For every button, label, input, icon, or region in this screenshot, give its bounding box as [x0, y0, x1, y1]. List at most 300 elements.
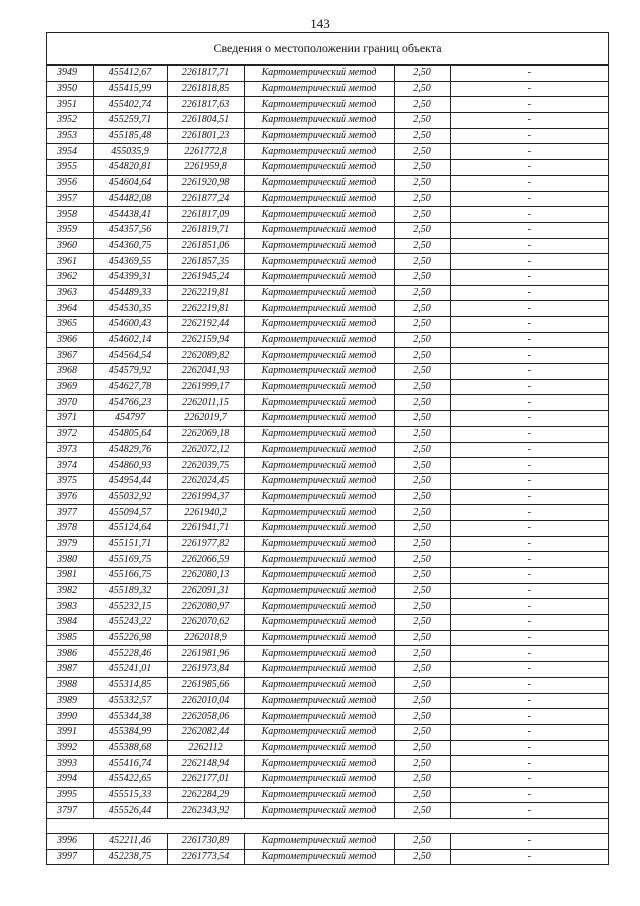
- x-coordinate-cell: 454438,41: [93, 207, 167, 223]
- point-number-cell: 3987: [47, 662, 93, 678]
- accuracy-cell: 2,50: [394, 599, 450, 615]
- note-cell: -: [450, 332, 608, 348]
- x-coordinate-cell: 455332,57: [93, 693, 167, 709]
- y-coordinate-cell: 2261959,8: [167, 160, 244, 176]
- note-cell: -: [450, 191, 608, 207]
- x-coordinate-cell: 455388,68: [93, 740, 167, 756]
- method-cell: Картометрический метод: [244, 301, 394, 317]
- method-cell: Картометрический метод: [244, 583, 394, 599]
- accuracy-cell: 2,50: [394, 709, 450, 725]
- table-row: [47, 160, 608, 176]
- note-cell: -: [450, 630, 608, 646]
- x-coordinate-cell: 454829,76: [93, 442, 167, 458]
- x-coordinate-cell: 455166,75: [93, 568, 167, 584]
- table-row: [47, 285, 608, 301]
- point-number-cell: 3966: [47, 332, 93, 348]
- method-cell: Картометрический метод: [244, 395, 394, 411]
- table-row: [47, 536, 608, 552]
- point-number-cell: 3981: [47, 568, 93, 584]
- method-cell: Картометрический метод: [244, 113, 394, 129]
- y-coordinate-cell: 2262219,81: [167, 301, 244, 317]
- point-number-cell: 3951: [47, 97, 93, 113]
- note-cell: -: [450, 175, 608, 191]
- accuracy-cell: 2,50: [394, 222, 450, 238]
- x-coordinate-cell: 455515,33: [93, 787, 167, 803]
- accuracy-cell: 2,50: [394, 771, 450, 787]
- accuracy-cell: 2,50: [394, 756, 450, 772]
- method-cell: Картометрический метод: [244, 317, 394, 333]
- accuracy-cell: 2,50: [394, 191, 450, 207]
- point-number-cell: 3997: [47, 849, 93, 865]
- note-cell: -: [450, 740, 608, 756]
- accuracy-cell: 2,50: [394, 849, 450, 865]
- point-number-cell: 3976: [47, 489, 93, 505]
- y-coordinate-cell: 2262018,9: [167, 630, 244, 646]
- accuracy-cell: 2,50: [394, 583, 450, 599]
- method-cell: Картометрический метод: [244, 803, 394, 819]
- method-cell: Картометрический метод: [244, 332, 394, 348]
- y-coordinate-cell: 2262284,29: [167, 787, 244, 803]
- table-row: [47, 238, 608, 254]
- x-coordinate-cell: 455526,44: [93, 803, 167, 819]
- note-cell: -: [450, 81, 608, 97]
- accuracy-cell: 2,50: [394, 97, 450, 113]
- note-cell: -: [450, 144, 608, 160]
- note-cell: -: [450, 849, 608, 865]
- accuracy-cell: 2,50: [394, 787, 450, 803]
- x-coordinate-cell: 455314,85: [93, 677, 167, 693]
- point-number-cell: 3949: [47, 66, 93, 82]
- y-coordinate-cell: 2261804,51: [167, 113, 244, 129]
- table-row: [47, 646, 608, 662]
- table-row: [47, 97, 608, 113]
- y-coordinate-cell: 2261940,2: [167, 505, 244, 521]
- method-cell: Картометрический метод: [244, 599, 394, 615]
- table-row: [47, 771, 608, 787]
- y-coordinate-cell: 2262080,13: [167, 568, 244, 584]
- note-cell: -: [450, 128, 608, 144]
- x-coordinate-cell: 455189,32: [93, 583, 167, 599]
- y-coordinate-cell: 2262069,18: [167, 426, 244, 442]
- accuracy-cell: 2,50: [394, 489, 450, 505]
- note-cell: -: [450, 834, 608, 850]
- method-cell: Картометрический метод: [244, 505, 394, 521]
- y-coordinate-cell: 2261801,23: [167, 128, 244, 144]
- method-cell: Картометрический метод: [244, 254, 394, 270]
- x-coordinate-cell: 454602,14: [93, 332, 167, 348]
- point-number-cell: 3980: [47, 552, 93, 568]
- table-row: [47, 269, 608, 285]
- table-row: [47, 552, 608, 568]
- point-number-cell: 3984: [47, 615, 93, 631]
- table-row: [47, 144, 608, 160]
- accuracy-cell: 2,50: [394, 285, 450, 301]
- method-cell: Картометрический метод: [244, 646, 394, 662]
- x-coordinate-cell: 455344,38: [93, 709, 167, 725]
- y-coordinate-cell: 2262082,44: [167, 724, 244, 740]
- x-coordinate-cell: 455232,15: [93, 599, 167, 615]
- table-row: [47, 724, 608, 740]
- method-cell: Картометрический метод: [244, 489, 394, 505]
- accuracy-cell: 2,50: [394, 458, 450, 474]
- method-cell: Картометрический метод: [244, 191, 394, 207]
- x-coordinate-cell: 455422,65: [93, 771, 167, 787]
- table-row: [47, 332, 608, 348]
- x-coordinate-cell: 455241,01: [93, 662, 167, 678]
- table-row: [47, 113, 608, 129]
- table-row: [47, 583, 608, 599]
- point-number-cell: 3990: [47, 709, 93, 725]
- note-cell: -: [450, 238, 608, 254]
- method-cell: Картометрический метод: [244, 787, 394, 803]
- table-row: [47, 740, 608, 756]
- x-coordinate-cell: 455151,71: [93, 536, 167, 552]
- note-cell: -: [450, 269, 608, 285]
- note-cell: -: [450, 426, 608, 442]
- note-cell: -: [450, 787, 608, 803]
- table-row: [47, 834, 608, 850]
- point-number-cell: 3975: [47, 473, 93, 489]
- point-number-cell: 3972: [47, 426, 93, 442]
- table-row: [47, 301, 608, 317]
- y-coordinate-cell: 2262159,94: [167, 332, 244, 348]
- note-cell: -: [450, 568, 608, 584]
- y-coordinate-cell: 2261772,8: [167, 144, 244, 160]
- table-row: [47, 803, 608, 819]
- method-cell: Картометрический метод: [244, 849, 394, 865]
- point-number-cell: 3965: [47, 317, 93, 333]
- point-number-cell: 3964: [47, 301, 93, 317]
- table-row: [47, 411, 608, 427]
- note-cell: -: [450, 301, 608, 317]
- point-number-cell: 3960: [47, 238, 93, 254]
- method-cell: Картометрический метод: [244, 536, 394, 552]
- accuracy-cell: 2,50: [394, 301, 450, 317]
- x-coordinate-cell: 455412,67: [93, 66, 167, 82]
- x-coordinate-cell: 454399,31: [93, 269, 167, 285]
- note-cell: -: [450, 348, 608, 364]
- method-cell: Картометрический метод: [244, 364, 394, 380]
- accuracy-cell: 2,50: [394, 505, 450, 521]
- point-number-cell: 3952: [47, 113, 93, 129]
- accuracy-cell: 2,50: [394, 364, 450, 380]
- method-cell: Картометрический метод: [244, 724, 394, 740]
- table-row: [47, 849, 608, 865]
- y-coordinate-cell: 2261999,17: [167, 379, 244, 395]
- accuracy-cell: 2,50: [394, 332, 450, 348]
- y-coordinate-cell: 2262089,82: [167, 348, 244, 364]
- accuracy-cell: 2,50: [394, 693, 450, 709]
- note-cell: -: [450, 379, 608, 395]
- x-coordinate-cell: 454805,64: [93, 426, 167, 442]
- point-number-cell: 3979: [47, 536, 93, 552]
- point-number-cell: 3989: [47, 693, 93, 709]
- y-coordinate-cell: 2261817,63: [167, 97, 244, 113]
- note-cell: -: [450, 756, 608, 772]
- accuracy-cell: 2,50: [394, 269, 450, 285]
- point-number-cell: 3978: [47, 520, 93, 536]
- point-number-cell: 3993: [47, 756, 93, 772]
- y-coordinate-cell: 2261945,24: [167, 269, 244, 285]
- note-cell: -: [450, 505, 608, 521]
- method-cell: Картометрический метод: [244, 756, 394, 772]
- note-cell: -: [450, 160, 608, 176]
- method-cell: Картометрический метод: [244, 222, 394, 238]
- note-cell: -: [450, 677, 608, 693]
- accuracy-cell: 2,50: [394, 81, 450, 97]
- method-cell: Картометрический метод: [244, 175, 394, 191]
- y-coordinate-cell: 2261981,96: [167, 646, 244, 662]
- accuracy-cell: 2,50: [394, 552, 450, 568]
- y-coordinate-cell: 2261818,85: [167, 81, 244, 97]
- note-cell: -: [450, 364, 608, 380]
- x-coordinate-cell: 454954,44: [93, 473, 167, 489]
- table-row: [47, 662, 608, 678]
- note-cell: -: [450, 693, 608, 709]
- method-cell: Картометрический метод: [244, 662, 394, 678]
- accuracy-cell: 2,50: [394, 568, 450, 584]
- accuracy-cell: 2,50: [394, 395, 450, 411]
- point-number-cell: 3955: [47, 160, 93, 176]
- x-coordinate-cell: 454797: [93, 411, 167, 427]
- point-number-cell: 3970: [47, 395, 93, 411]
- table-row: [47, 128, 608, 144]
- point-number-cell: 3959: [47, 222, 93, 238]
- y-coordinate-cell: 2262058,06: [167, 709, 244, 725]
- point-number-cell: 3994: [47, 771, 93, 787]
- point-number-cell: 3977: [47, 505, 93, 521]
- point-number-cell: 3982: [47, 583, 93, 599]
- separator-cell: [47, 819, 608, 834]
- method-cell: Картометрический метод: [244, 144, 394, 160]
- method-cell: Картометрический метод: [244, 160, 394, 176]
- note-cell: -: [450, 222, 608, 238]
- accuracy-cell: 2,50: [394, 317, 450, 333]
- method-cell: Картометрический метод: [244, 834, 394, 850]
- point-number-cell: 3992: [47, 740, 93, 756]
- x-coordinate-cell: 454489,33: [93, 285, 167, 301]
- table-row: [47, 489, 608, 505]
- x-coordinate-cell: 455226,98: [93, 630, 167, 646]
- table-row: [47, 191, 608, 207]
- note-cell: -: [450, 442, 608, 458]
- accuracy-cell: 2,50: [394, 426, 450, 442]
- method-cell: Картометрический метод: [244, 379, 394, 395]
- table-row: [47, 379, 608, 395]
- point-number-cell: 3988: [47, 677, 93, 693]
- method-cell: Картометрический метод: [244, 740, 394, 756]
- y-coordinate-cell: 2261817,09: [167, 207, 244, 223]
- accuracy-cell: 2,50: [394, 128, 450, 144]
- accuracy-cell: 2,50: [394, 536, 450, 552]
- boundary-sheet: [46, 32, 609, 865]
- x-coordinate-cell: 455032,92: [93, 489, 167, 505]
- note-cell: -: [450, 599, 608, 615]
- y-coordinate-cell: 2262024,45: [167, 473, 244, 489]
- note-cell: -: [450, 207, 608, 223]
- method-cell: Картометрический метод: [244, 238, 394, 254]
- x-coordinate-cell: 455416,74: [93, 756, 167, 772]
- point-number-cell: 3957: [47, 191, 93, 207]
- point-number-cell: 3974: [47, 458, 93, 474]
- accuracy-cell: 2,50: [394, 144, 450, 160]
- table-row: [47, 677, 608, 693]
- point-number-cell: 3797: [47, 803, 93, 819]
- method-cell: Картометрический метод: [244, 552, 394, 568]
- table-row: [47, 81, 608, 97]
- note-cell: -: [450, 489, 608, 505]
- table-row: [47, 756, 608, 772]
- point-number-cell: 3985: [47, 630, 93, 646]
- x-coordinate-cell: 454369,55: [93, 254, 167, 270]
- x-coordinate-cell: 454360,75: [93, 238, 167, 254]
- accuracy-cell: 2,50: [394, 207, 450, 223]
- point-number-cell: 3958: [47, 207, 93, 223]
- note-cell: -: [450, 113, 608, 129]
- y-coordinate-cell: 2261941,71: [167, 520, 244, 536]
- y-coordinate-cell: 2262019,7: [167, 411, 244, 427]
- accuracy-cell: 2,50: [394, 473, 450, 489]
- x-coordinate-cell: 454482,08: [93, 191, 167, 207]
- note-cell: -: [450, 771, 608, 787]
- method-cell: Картометрический метод: [244, 269, 394, 285]
- x-coordinate-cell: 454860,93: [93, 458, 167, 474]
- x-coordinate-cell: 455259,71: [93, 113, 167, 129]
- x-coordinate-cell: 455169,75: [93, 552, 167, 568]
- point-number-cell: 3996: [47, 834, 93, 850]
- note-cell: -: [450, 458, 608, 474]
- point-number-cell: 3995: [47, 787, 93, 803]
- method-cell: Картометрический метод: [244, 207, 394, 223]
- y-coordinate-cell: 2262192,44: [167, 317, 244, 333]
- x-coordinate-cell: 454820,81: [93, 160, 167, 176]
- point-number-cell: 3961: [47, 254, 93, 270]
- method-cell: Картометрический метод: [244, 411, 394, 427]
- y-coordinate-cell: 2262041,93: [167, 364, 244, 380]
- method-cell: Картометрический метод: [244, 348, 394, 364]
- note-cell: -: [450, 583, 608, 599]
- y-coordinate-cell: 2262072,12: [167, 442, 244, 458]
- point-number-cell: 3968: [47, 364, 93, 380]
- note-cell: -: [450, 317, 608, 333]
- note-cell: -: [450, 254, 608, 270]
- y-coordinate-cell: 2262148,94: [167, 756, 244, 772]
- method-cell: Картометрический метод: [244, 693, 394, 709]
- table-row: [47, 364, 608, 380]
- method-cell: Картометрический метод: [244, 442, 394, 458]
- accuracy-cell: 2,50: [394, 254, 450, 270]
- point-number-cell: 3986: [47, 646, 93, 662]
- y-coordinate-cell: 2261773,54: [167, 849, 244, 865]
- method-cell: Картометрический метод: [244, 630, 394, 646]
- accuracy-cell: 2,50: [394, 175, 450, 191]
- y-coordinate-cell: 2261985,66: [167, 677, 244, 693]
- y-coordinate-cell: 2261877,24: [167, 191, 244, 207]
- table-row: [47, 395, 608, 411]
- y-coordinate-cell: 2262070,62: [167, 615, 244, 631]
- table-row: [47, 426, 608, 442]
- note-cell: -: [450, 97, 608, 113]
- method-cell: Картометрический метод: [244, 66, 394, 82]
- table-row: [47, 520, 608, 536]
- accuracy-cell: 2,50: [394, 662, 450, 678]
- note-cell: -: [450, 709, 608, 725]
- point-number-cell: 3991: [47, 724, 93, 740]
- note-cell: -: [450, 615, 608, 631]
- table-row: [47, 66, 608, 82]
- point-number-cell: 3962: [47, 269, 93, 285]
- table-row: [47, 709, 608, 725]
- table-row: [47, 568, 608, 584]
- note-cell: -: [450, 66, 608, 82]
- accuracy-cell: 2,50: [394, 646, 450, 662]
- y-coordinate-cell: 2261730,89: [167, 834, 244, 850]
- point-number-cell: 3963: [47, 285, 93, 301]
- y-coordinate-cell: 2262080,97: [167, 599, 244, 615]
- method-cell: Картометрический метод: [244, 458, 394, 474]
- coordinates-table: [47, 65, 608, 865]
- x-coordinate-cell: 455402,74: [93, 97, 167, 113]
- x-coordinate-cell: 454600,43: [93, 317, 167, 333]
- point-number-cell: 3956: [47, 175, 93, 191]
- y-coordinate-cell: 2261857,35: [167, 254, 244, 270]
- y-coordinate-cell: 2262091,31: [167, 583, 244, 599]
- note-cell: -: [450, 536, 608, 552]
- accuracy-cell: 2,50: [394, 740, 450, 756]
- accuracy-cell: 2,50: [394, 724, 450, 740]
- note-cell: -: [450, 552, 608, 568]
- method-cell: Картометрический метод: [244, 520, 394, 536]
- method-cell: Картометрический метод: [244, 426, 394, 442]
- table-row: [47, 317, 608, 333]
- accuracy-cell: 2,50: [394, 520, 450, 536]
- table-row: [47, 787, 608, 803]
- accuracy-cell: 2,50: [394, 630, 450, 646]
- y-coordinate-cell: 2261920,98: [167, 175, 244, 191]
- note-cell: -: [450, 724, 608, 740]
- table-row: [47, 442, 608, 458]
- method-cell: Картометрический метод: [244, 615, 394, 631]
- method-cell: Картометрический метод: [244, 128, 394, 144]
- method-cell: Картометрический метод: [244, 285, 394, 301]
- table-row: [47, 348, 608, 364]
- y-coordinate-cell: 2261977,82: [167, 536, 244, 552]
- x-coordinate-cell: 454627,78: [93, 379, 167, 395]
- y-coordinate-cell: 2261973,84: [167, 662, 244, 678]
- point-number-cell: 3953: [47, 128, 93, 144]
- table-row: [47, 207, 608, 223]
- accuracy-cell: 2,50: [394, 379, 450, 395]
- y-coordinate-cell: 2261819,71: [167, 222, 244, 238]
- x-coordinate-cell: 455415,99: [93, 81, 167, 97]
- note-cell: -: [450, 646, 608, 662]
- table-row: [47, 254, 608, 270]
- x-coordinate-cell: 454357,56: [93, 222, 167, 238]
- accuracy-cell: 2,50: [394, 677, 450, 693]
- method-cell: Картометрический метод: [244, 568, 394, 584]
- point-number-cell: 3969: [47, 379, 93, 395]
- note-cell: -: [450, 411, 608, 427]
- note-cell: -: [450, 662, 608, 678]
- note-cell: -: [450, 285, 608, 301]
- accuracy-cell: 2,50: [394, 411, 450, 427]
- accuracy-cell: 2,50: [394, 160, 450, 176]
- note-cell: -: [450, 520, 608, 536]
- x-coordinate-cell: 455384,99: [93, 724, 167, 740]
- x-coordinate-cell: 455243,22: [93, 615, 167, 631]
- point-number-cell: 3954: [47, 144, 93, 160]
- point-number-cell: 3973: [47, 442, 93, 458]
